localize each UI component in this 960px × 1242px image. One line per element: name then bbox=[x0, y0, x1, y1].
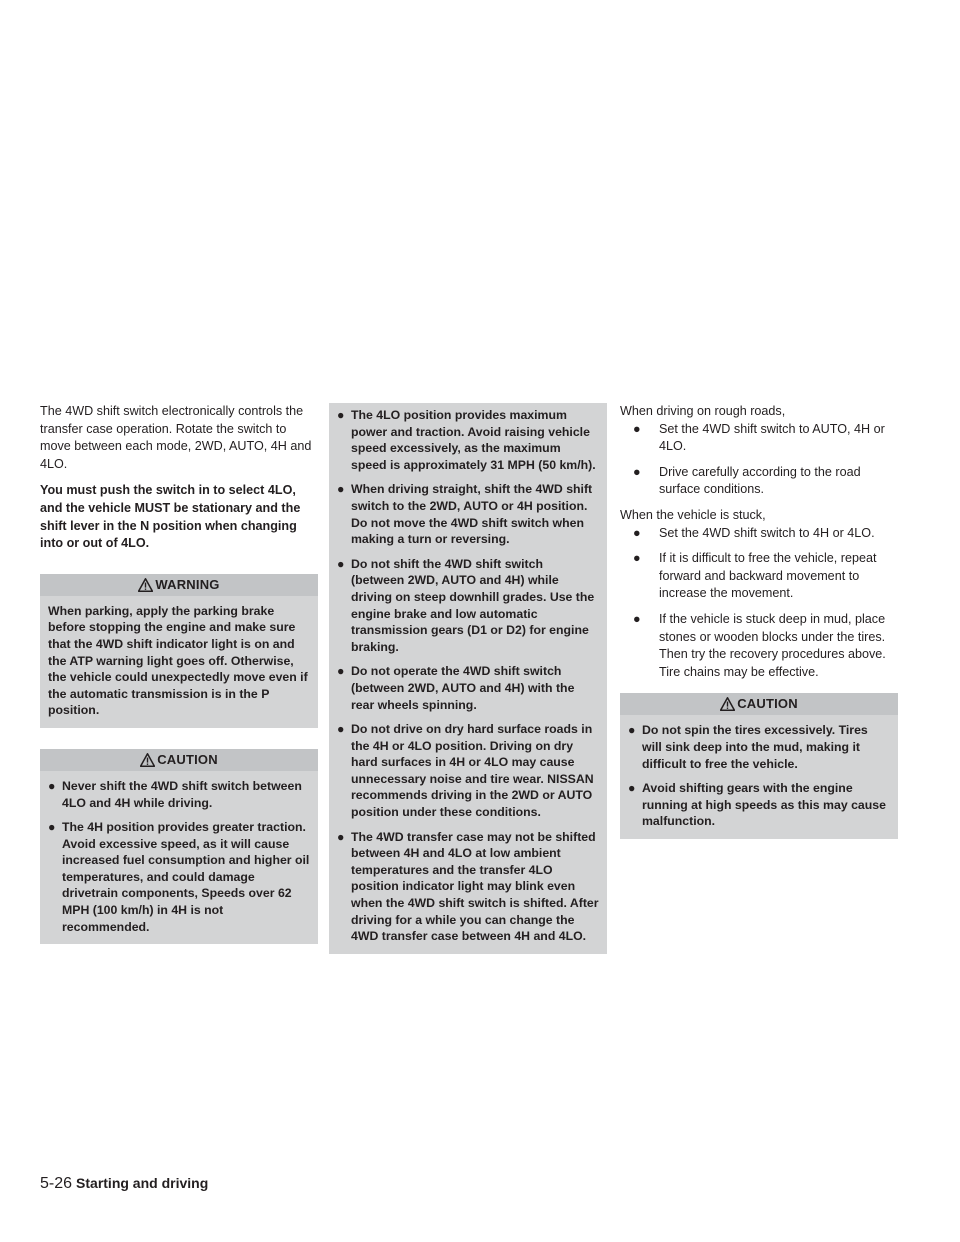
bullet-icon: ● bbox=[337, 408, 345, 422]
list-item: ● Set the 4WD shift switch to AUTO, 4H or 4LO. bbox=[633, 421, 885, 454]
caution-item: ● Never shift the 4WD shift switch between 4LO and 4H while driving. bbox=[48, 778, 302, 810]
caution-item: ● Do not spin the tires excessively. Tires will sink deep into the mud, making it difficult to free the vehicle. bbox=[628, 723, 868, 771]
caution-item: ● Avoid shifting gears with the engine running at high speeds as this may cause malfunction. bbox=[628, 781, 886, 829]
bullet-icon: ● bbox=[337, 829, 345, 844]
bullet-icon: ● bbox=[633, 525, 641, 540]
rough-roads-heading: When driving on rough roads, bbox=[620, 404, 786, 418]
caution-item: ● Do not drive on dry hard surface roads in the 4H or 4LO position. Driving on dry hard surfaces in 4H or 4LO may cause unnecessary noise and tire wear. NISSAN recommends driving in the 2WD or AUTO position under these conditions. bbox=[337, 722, 594, 820]
caution-box-continued bbox=[329, 403, 607, 954]
bullet-icon: ● bbox=[337, 556, 345, 571]
bold-note: You must push the switch in to select 4LO, and the vehicle MUST be stationary and the shift lever in the N position when changing into or out of 4LO. bbox=[40, 483, 301, 551]
stuck-heading: When the vehicle is stuck, bbox=[620, 507, 766, 522]
column-left bbox=[40, 403, 318, 944]
warning-triangle-icon bbox=[138, 578, 153, 592]
bullet-icon: ● bbox=[337, 664, 345, 679]
caution-item: ● When driving straight, shift the 4WD shift switch to the 2WD, AUTO or 4H position. Do not move the 4WD shift switch when making a turn or reversing. bbox=[337, 482, 593, 547]
caution-list bbox=[337, 407, 599, 945]
column-middle bbox=[329, 403, 607, 954]
stuck-list bbox=[620, 525, 898, 682]
bullet-icon: ● bbox=[337, 482, 345, 497]
bullet-icon: ● bbox=[337, 722, 345, 737]
caution-item: ● The 4WD transfer case may not be shifted between 4H and 4LO at low ambient temperatures and the transfer 4LO position indicator light may blink even when the 4WD shift switch is shifted. After driving for a while you can change the 4WD transfer case between 4H and 4LO. bbox=[337, 829, 599, 944]
section-title: Starting and driving bbox=[76, 1175, 209, 1191]
caution-list bbox=[628, 722, 890, 830]
caution-box-left bbox=[40, 749, 318, 944]
warning-triangle-icon bbox=[140, 753, 155, 767]
list-item: ● Drive carefully according to the road surface conditions. bbox=[633, 464, 861, 497]
caution-box-right bbox=[620, 693, 898, 839]
list-item: ● If the vehicle is stuck deep in mud, place stones or wooden blocks under the tires. Then try the recovery procedures above. Tire chains may be effective. bbox=[633, 611, 886, 679]
caution-list bbox=[48, 778, 310, 935]
list-item: ● If it is difficult to free the vehicle, repeat forward and backward movement to increase the movement. bbox=[633, 551, 877, 601]
warning-body: When parking, apply the parking brake before stopping the engine and make sure that the 4WD shift indicator light is on and the ATP warning light goes off. Otherwise, the vehicle could unexpectedly move even if the automatic transmission is in the P position. bbox=[48, 603, 308, 718]
warning-header bbox=[40, 574, 318, 596]
bullet-icon: ● bbox=[633, 464, 641, 479]
caution-header bbox=[620, 693, 898, 715]
caution-item: ● Do not shift the 4WD shift switch (between 2WD, AUTO and 4H) while driving on steep downhill grades. Use the engine brake and low automatic transmission gears (D1 or D2) for engine braking. bbox=[337, 556, 595, 654]
caution-item: ● The 4LO position provides maximum power and traction. Avoid raising vehicle speed excessively, as the maximum speed is approximately 31 MPH (50 km/h). bbox=[337, 408, 596, 472]
bullet-icon: ● bbox=[628, 781, 636, 796]
page-footer bbox=[40, 1175, 208, 1193]
warning-triangle-icon bbox=[720, 697, 735, 711]
caution-title: CAUTION bbox=[737, 696, 798, 712]
bullet-icon: ● bbox=[628, 723, 636, 738]
caution-body bbox=[620, 715, 898, 839]
caution-header bbox=[40, 749, 318, 771]
caution-title: CAUTION bbox=[157, 751, 218, 767]
bullet-icon: ● bbox=[633, 611, 641, 626]
column-right bbox=[620, 403, 898, 839]
warning-box bbox=[40, 574, 318, 728]
caution-item: ● Do not operate the 4WD shift switch (between 2WD, AUTO and 4H) with the rear wheels spinning. bbox=[337, 664, 575, 712]
bullet-icon: ● bbox=[48, 778, 56, 793]
intro-paragraph: The 4WD shift switch electronically controls the transfer case operation. Rotate the switch to move between each mode, 2WD, AUTO, 4H and 4LO. bbox=[40, 404, 312, 471]
caution-item: ● The 4H position provides greater traction. Avoid excessive speed, as it will cause increased fuel consumption and higher oil temperatures, and could damage drivetrain components, Speeds over 62 MPH (100 km/h) in 4H is not recommended. bbox=[48, 820, 310, 934]
list-item: ● Set the 4WD shift switch to 4H or 4LO. bbox=[633, 525, 898, 543]
caution-body bbox=[40, 771, 318, 944]
caution-continued-body bbox=[329, 403, 607, 954]
warning-title: WARNING bbox=[155, 576, 220, 592]
bullet-icon: ● bbox=[633, 551, 641, 566]
page-number: 5-26 bbox=[40, 1175, 73, 1192]
bullet-icon: ● bbox=[633, 421, 641, 436]
bullet-icon: ● bbox=[48, 820, 56, 835]
rough-roads-list bbox=[620, 421, 898, 499]
